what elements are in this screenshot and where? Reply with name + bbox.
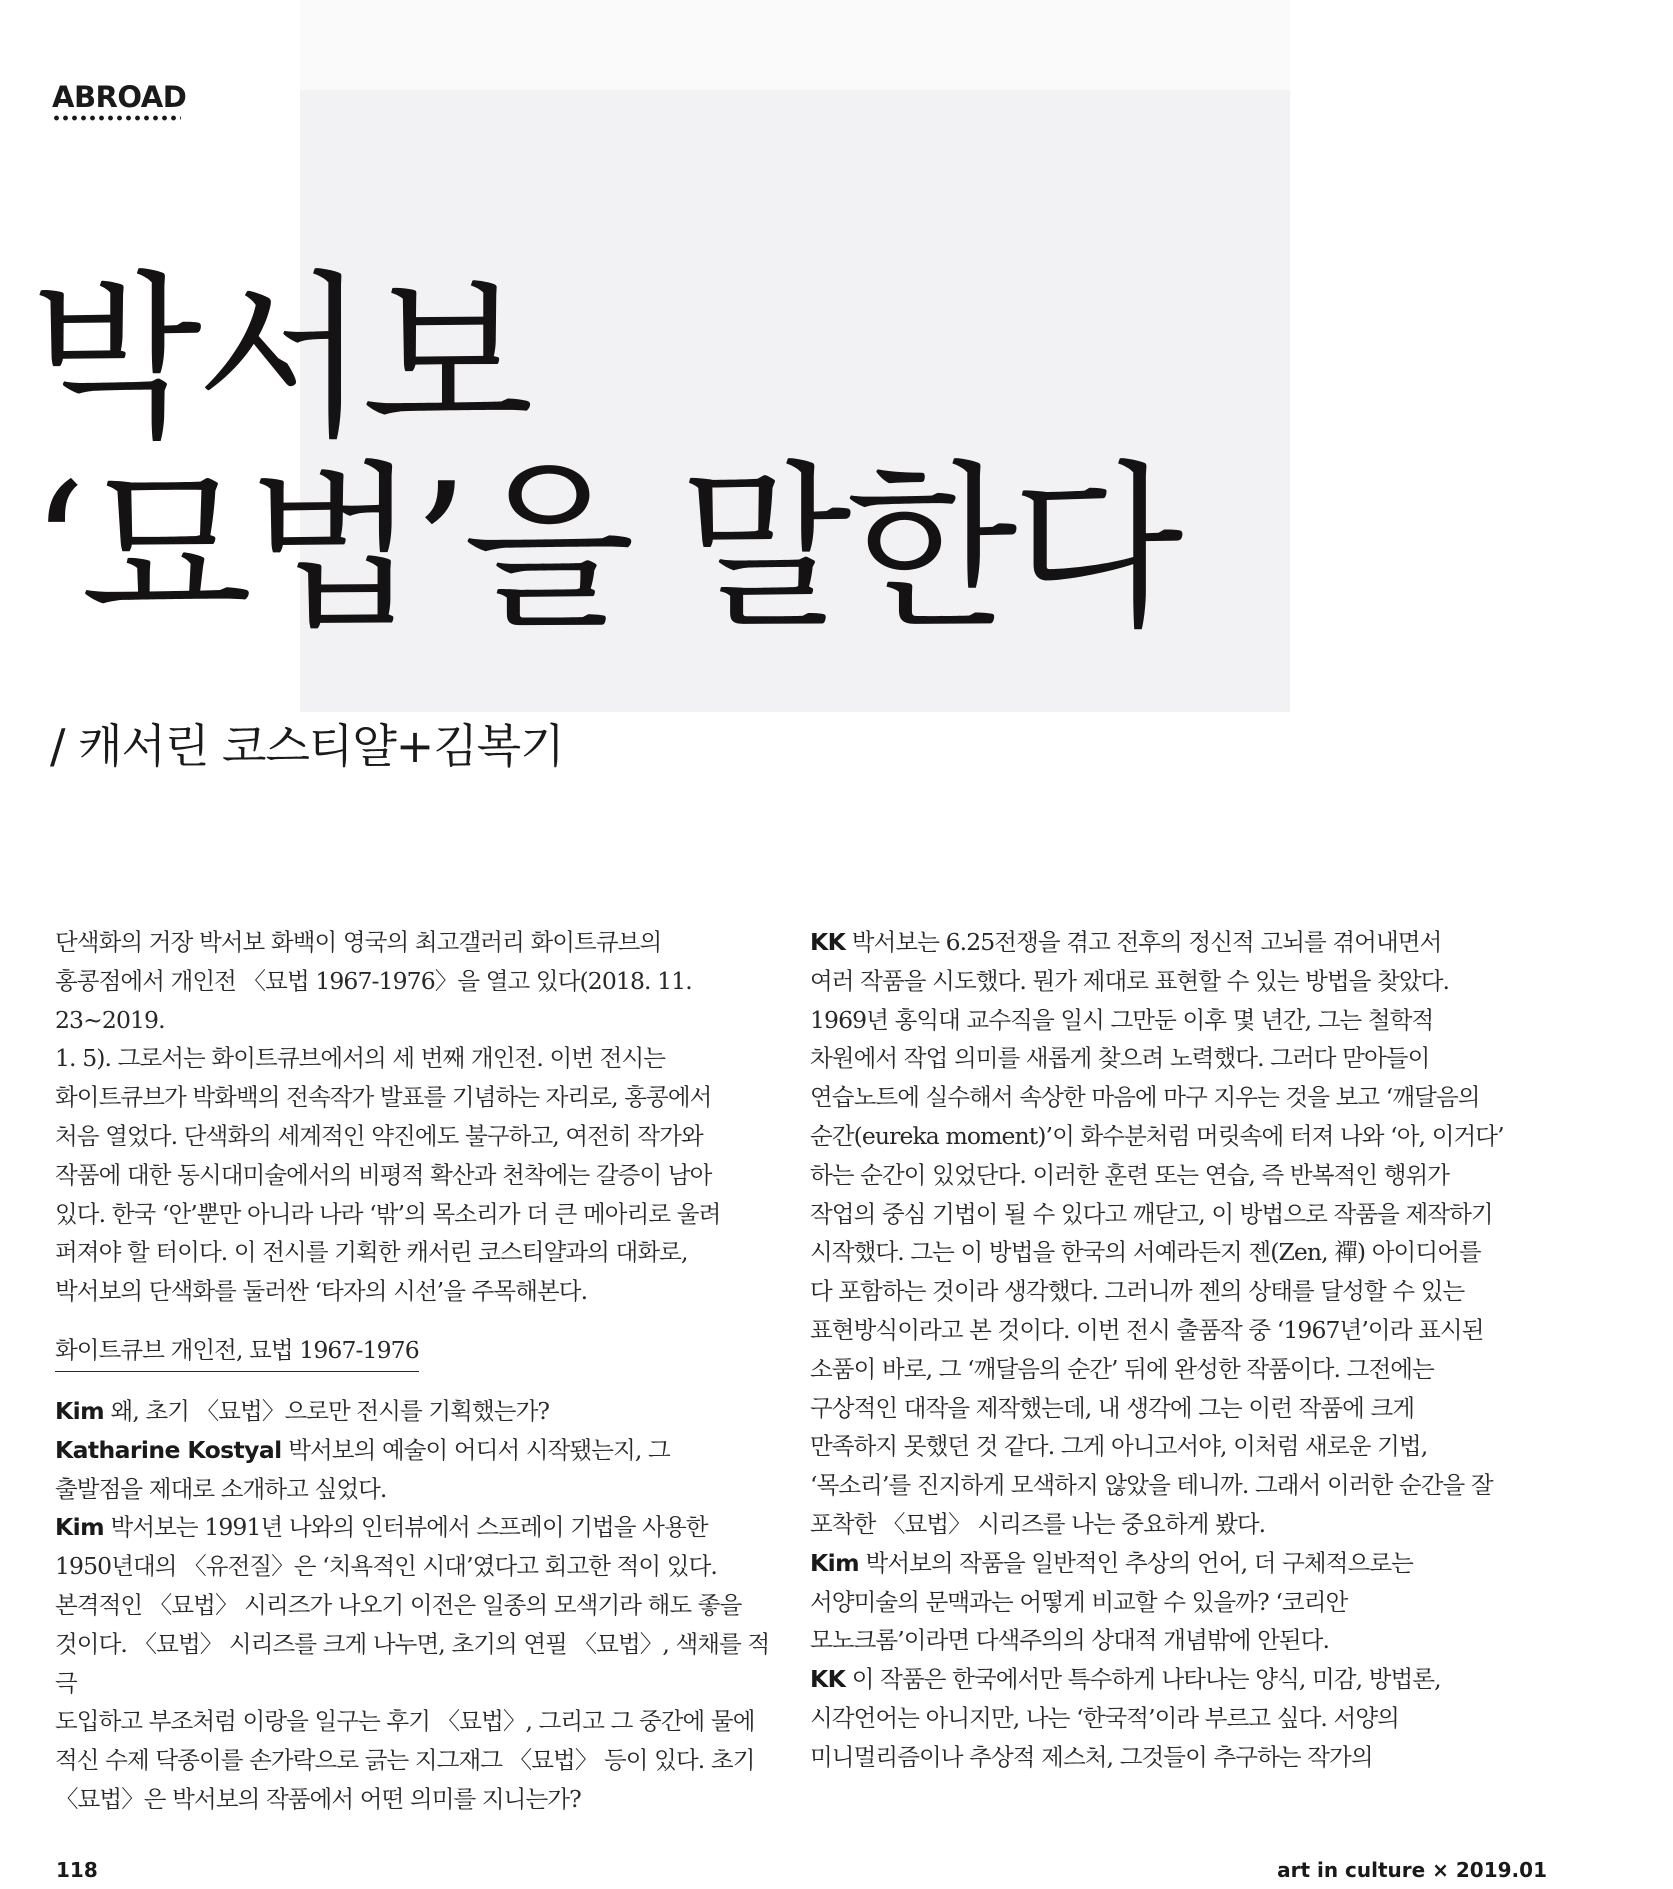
text-line: 있다. 한국 ‘안’뿐만 아니라 나라 ‘밖’의 목소리가 더 큰 메아리로 울려 xyxy=(55,1199,721,1228)
dialogue-line xyxy=(810,923,1550,962)
text-line: 출발점을 제대로 소개하고 싶었다. xyxy=(55,1474,387,1503)
text-line: 다 포함하는 것이라 생각했다. 그러니까 젠의 상태를 달성할 수 있는 xyxy=(810,1277,1465,1306)
dialogue-line xyxy=(810,1660,1550,1699)
text-line: 포착한 〈묘법〉 시리즈를 나는 중요하게 봤다. xyxy=(810,1509,1266,1538)
right-column xyxy=(810,923,1550,1777)
dialogue xyxy=(55,1392,790,1819)
speaker-label: Kim xyxy=(810,1548,859,1577)
text-line: 하는 순간이 있었단다. 이러한 훈련 또는 연습, 즉 반복적인 행위가 xyxy=(810,1160,1450,1189)
text-line: 퍼져야 할 터이다. 이 전시를 기획한 캐서린 코스티얄과의 대화로, xyxy=(55,1238,688,1267)
text-line: 연습노트에 실수해서 속상한 마음에 마구 지우는 것을 보고 ‘깨달음의 xyxy=(810,1083,1480,1112)
title-line-2: ‘묘법’을 말한다 xyxy=(30,445,1178,652)
speech-text: 박서보는 6.25전쟁을 겪고 전후의 정신적 고뇌를 겪어내면서 xyxy=(845,928,1442,956)
text-line: 순간(eureka moment)’이 화수분처럼 머릿속에 터져 나와 ‘아, 이거다’ xyxy=(810,1121,1504,1150)
left-column xyxy=(55,923,790,1819)
magazine-issue: art in culture × 2019.01 xyxy=(1277,1858,1547,1882)
text-line: 시각언어는 아니지만, 나는 ‘한국적’이라 부르고 싶다. 서양의 xyxy=(810,1703,1399,1732)
text-line: 구상적인 대작을 제작했는데, 내 생각에 그는 이런 작품에 크게 xyxy=(810,1393,1415,1422)
speech-text: 왜, 초기 〈묘법〉으로만 전시를 기획했는가? xyxy=(103,1396,550,1425)
text-line: 차원에서 작업 의미를 새롭게 찾으려 노력했다. 그러다 맏아들이 xyxy=(810,1044,1430,1073)
text-line: 도입하고 부조처럼 이랑을 일구는 후기 〈묘법〉, 그리고 그 중간에 물에 xyxy=(55,1707,755,1736)
text-line: 서양미술의 문맥과는 어떻게 비교할 수 있을까? ‘코리안 xyxy=(810,1587,1348,1616)
speech-text: 박서보는 1991년 나와의 인터뷰에서 스프레이 기법을 사용한 xyxy=(103,1513,708,1542)
text-line: 홍콩점에서 개인전 〈묘법 1967-1976〉을 열고 있다(2018. 11. 23~2019. xyxy=(55,966,692,1034)
text-line: 것이다. 〈묘법〉 시리즈를 크게 나누면, 초기의 연필 〈묘법〉, 색채를 적극 xyxy=(55,1629,770,1697)
byline: / 캐서린 코스티얄+김복기 xyxy=(50,719,564,773)
speaker-label: KK xyxy=(810,1665,846,1694)
speaker-label: KK xyxy=(810,928,846,956)
title-line-1: 박서보 xyxy=(30,255,528,462)
speech-text: 박서보의 작품을 일반적인 추상의 언어, 더 구체적으로는 xyxy=(858,1548,1413,1577)
background-photo-top xyxy=(300,0,1290,90)
text-line: 표현방식이라고 본 것이다. 이번 전시 출품작 중 ‘1967년’이라 표시된 xyxy=(810,1315,1484,1344)
text-line: 1950년대의 〈유전질〉은 ‘치욕적인 시대’였다고 회고한 적이 있다. xyxy=(55,1552,717,1581)
speaker-label: Kim xyxy=(55,1513,104,1542)
text-line: 만족하지 못했던 것 같다. 그게 아니고서야, 이처럼 새로운 기법, xyxy=(810,1432,1428,1461)
text-line: 적신 수제 닥종이를 손가락으로 긁는 지그재그 〈묘법〉 등이 있다. 초기 xyxy=(55,1746,755,1775)
speech-text: 박서보의 예술이 어디서 시작됐는지, 그 xyxy=(281,1435,670,1464)
text-line: 박서보의 단색화를 둘러싼 ‘타자의 시선’을 주목해본다. xyxy=(55,1277,588,1306)
text-line: 〈묘법〉은 박서보의 작품에서 어떤 의미를 지니는가? xyxy=(55,1784,581,1813)
text-line: ‘목소리’를 진지하게 모색하지 않았을 테니까. 그래서 이러한 순간을 잘 xyxy=(810,1471,1493,1500)
article-title xyxy=(30,255,1178,652)
text-line: 여러 작품을 시도했다. 뭔가 제대로 표현할 수 있는 방법을 찾았다. xyxy=(810,966,1450,995)
dialogue-line xyxy=(810,1544,1550,1583)
speech-text: 이 작품은 한국에서만 특수하게 나타나는 양식, 미감, 방법론, xyxy=(845,1665,1441,1694)
intro-paragraph xyxy=(55,923,790,1311)
text-line: 작품에 대한 동시대미술에서의 비평적 확산과 천착에는 갈증이 남아 xyxy=(55,1160,712,1189)
text-line: 시작했다. 그는 이 방법을 한국의 서예라든지 젠(Zen, 禪) 아이디어를 xyxy=(810,1238,1481,1267)
dialogue-line xyxy=(55,1392,790,1431)
text-line: 미니멀리즘이나 추상적 제스처, 그것들이 추구하는 작가의 xyxy=(810,1742,1373,1771)
page-number: 118 xyxy=(56,1858,98,1882)
text-line: 작업의 중심 기법이 될 수 있다고 깨닫고, 이 방법으로 작품을 제작하기 xyxy=(810,1199,1493,1228)
text-line: 1. 5). 그로서는 화이트큐브에서의 세 번째 개인전. 이번 전시는 xyxy=(55,1044,666,1073)
text-line: 모노크롬’이라면 다색주의의 상대적 개념밖에 안된다. xyxy=(810,1626,1330,1655)
section-tag: ABROAD xyxy=(52,80,187,114)
text-line: 화이트큐브가 박화백의 전속작가 발표를 기념하는 자리로, 홍콩에서 xyxy=(55,1083,712,1112)
dialogue-line xyxy=(55,1431,790,1470)
speaker-label: Katharine Kostyal xyxy=(55,1435,282,1464)
section-subhead: 화이트큐브 개인전, 묘법 1967-1976 xyxy=(55,1333,419,1372)
speaker-label: Kim xyxy=(55,1396,104,1425)
text-line: 단색화의 거장 박서보 화백이 영국의 최고갤러리 화이트큐브의 xyxy=(55,928,662,956)
text-line: 처음 열었다. 단색화의 세계적인 약진에도 불구하고, 여전히 작가와 xyxy=(55,1121,703,1150)
text-line: 소품이 바로, 그 ‘깨달음의 순간’ 뒤에 완성한 작품이다. 그전에는 xyxy=(810,1354,1434,1383)
section-tag-dots xyxy=(52,115,181,121)
text-line: 1969년 홍익대 교수직을 일시 그만둔 이후 몇 년간, 그는 철학적 xyxy=(810,1005,1434,1034)
dialogue-line xyxy=(55,1508,790,1547)
text-line: 본격적인 〈묘법〉 시리즈가 나오기 이전은 일종의 모색기라 해도 좋을 xyxy=(55,1590,742,1619)
